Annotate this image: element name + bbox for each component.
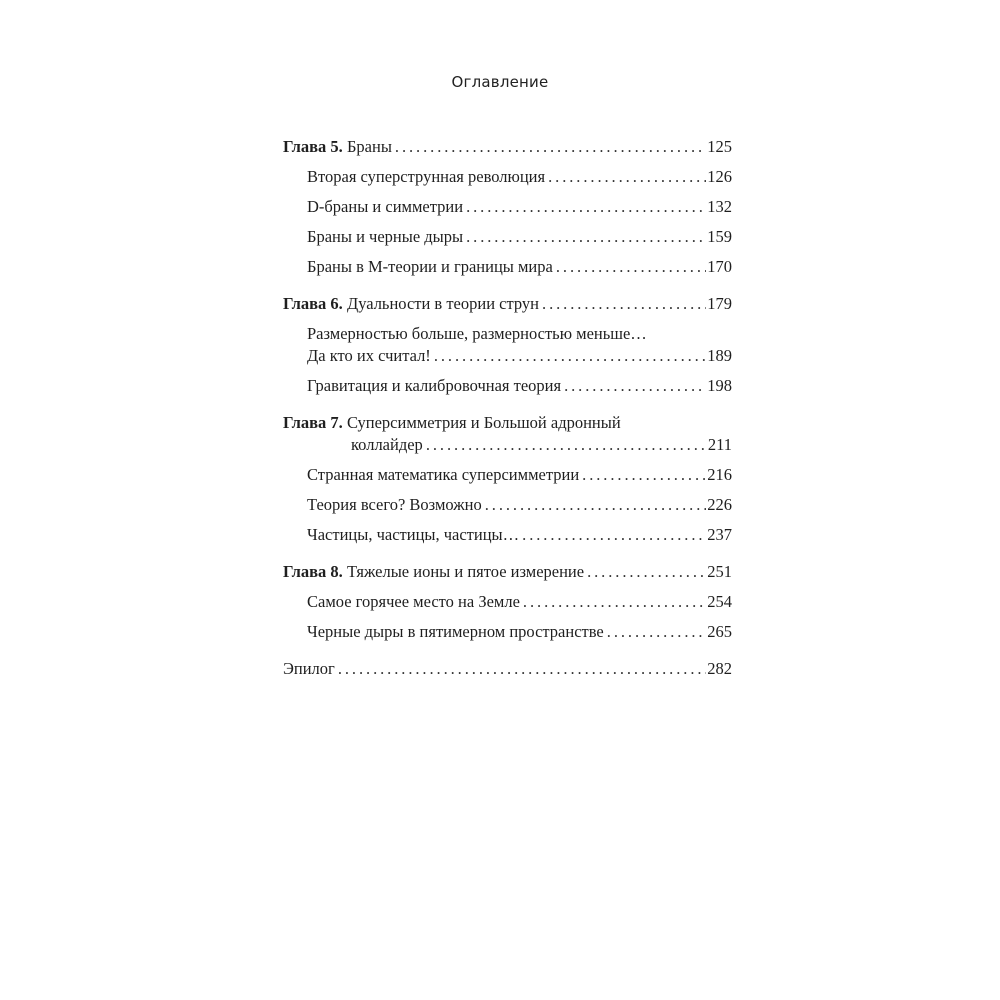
chapter-6 bbox=[283, 293, 732, 397]
dot-leader bbox=[395, 136, 706, 158]
page-number: 179 bbox=[707, 294, 732, 313]
toc-entry-chapter-7[interactable] bbox=[351, 434, 732, 456]
page-number: 159 bbox=[707, 227, 732, 246]
page-number: 251 bbox=[707, 562, 732, 581]
chapter-title: Суперсимметрия и Большой адронный bbox=[346, 413, 621, 432]
toc-entry-section[interactable] bbox=[307, 494, 732, 516]
toc-entry-section[interactable] bbox=[307, 524, 732, 546]
toc-entry-section[interactable] bbox=[307, 256, 732, 278]
page-number: 211 bbox=[707, 435, 732, 454]
toc-entry-section[interactable] bbox=[307, 464, 732, 486]
section-title: Да кто их считал! bbox=[307, 346, 431, 365]
dot-leader bbox=[522, 524, 706, 546]
chapter-title: Тяжелые ионы и пятое измерение bbox=[346, 562, 585, 581]
toc-entry-section[interactable] bbox=[307, 591, 732, 613]
section-title: Вторая суперструнная революция bbox=[307, 167, 546, 186]
dot-leader bbox=[426, 434, 707, 456]
page-number: 189 bbox=[707, 346, 732, 365]
section-title: Гравитация и калибровочная теория bbox=[307, 376, 562, 395]
section-title: Теория всего? Возможно bbox=[307, 495, 482, 514]
section-title: Черные дыры в пятимерном пространстве bbox=[307, 622, 604, 641]
page-number: 216 bbox=[707, 465, 732, 484]
dot-leader bbox=[542, 293, 706, 315]
toc-entry-section[interactable] bbox=[307, 196, 732, 218]
dot-leader bbox=[582, 464, 706, 486]
dot-leader bbox=[564, 375, 706, 397]
chapter-prefix: Глава 8. bbox=[283, 562, 343, 581]
chapter-label bbox=[283, 561, 584, 583]
toc-entry-section[interactable] bbox=[307, 226, 732, 248]
dot-leader bbox=[466, 196, 706, 218]
toc-entry-chapter-7-line-1[interactable] bbox=[283, 412, 732, 434]
section-title: Странная математика суперсимметрии bbox=[307, 465, 580, 484]
page-number: 126 bbox=[707, 167, 732, 186]
toc-entry-section[interactable] bbox=[307, 345, 732, 367]
dot-leader bbox=[434, 345, 706, 367]
dot-leader bbox=[523, 591, 706, 613]
table-of-contents bbox=[283, 136, 732, 688]
chapter-8 bbox=[283, 561, 732, 643]
dot-leader bbox=[587, 561, 706, 583]
page-number: 125 bbox=[707, 137, 732, 156]
toc-entry-chapter-8[interactable] bbox=[283, 561, 732, 583]
chapter-prefix: Глава 6. bbox=[283, 294, 343, 313]
page-number: 254 bbox=[707, 592, 732, 611]
toc-entry-section[interactable] bbox=[307, 375, 732, 397]
page-number: 237 bbox=[707, 525, 732, 544]
page-header-title: Оглавление bbox=[451, 73, 549, 91]
section-title: Самое горячее место на Земле bbox=[307, 592, 520, 611]
page-number: 282 bbox=[707, 659, 732, 678]
section-title: Частицы, частицы, частицы… bbox=[307, 525, 520, 544]
dot-leader bbox=[556, 256, 706, 278]
chapter-title: Дуальности в теории струн bbox=[346, 294, 540, 313]
toc-entry-epilog[interactable] bbox=[283, 658, 732, 680]
chapter-title-continued: коллайдер bbox=[351, 435, 423, 454]
epilog-title: Эпилог bbox=[283, 659, 335, 678]
chapter-label bbox=[283, 293, 539, 315]
toc-entry-section[interactable] bbox=[307, 621, 732, 643]
toc-entry-chapter-5[interactable] bbox=[283, 136, 732, 158]
page-number: 132 bbox=[707, 197, 732, 216]
section-title: D-браны и симметрии bbox=[307, 197, 464, 216]
page-number: 265 bbox=[707, 622, 732, 641]
page-number: 170 bbox=[707, 257, 732, 276]
toc-entry-section[interactable] bbox=[307, 166, 732, 188]
section-title: Браны и черные дыры bbox=[307, 227, 464, 246]
section-title-line-1: Размерностью больше, размерностью меньше… bbox=[307, 324, 647, 343]
chapter-label bbox=[283, 136, 392, 158]
dot-leader bbox=[548, 166, 706, 188]
toc-entry-chapter-6[interactable] bbox=[283, 293, 732, 315]
dot-leader bbox=[485, 494, 707, 516]
page-number: 198 bbox=[707, 376, 732, 395]
dot-leader bbox=[466, 226, 706, 248]
dot-leader bbox=[607, 621, 706, 643]
chapter-title: Браны bbox=[346, 137, 392, 156]
chapter-7 bbox=[283, 412, 732, 546]
chapter-5 bbox=[283, 136, 732, 278]
dot-leader bbox=[338, 658, 706, 680]
chapter-prefix: Глава 5. bbox=[283, 137, 343, 156]
page-number: 226 bbox=[707, 495, 732, 514]
chapter-prefix: Глава 7. bbox=[283, 413, 343, 432]
section-title: Браны в М-теории и границы мира bbox=[307, 257, 553, 276]
